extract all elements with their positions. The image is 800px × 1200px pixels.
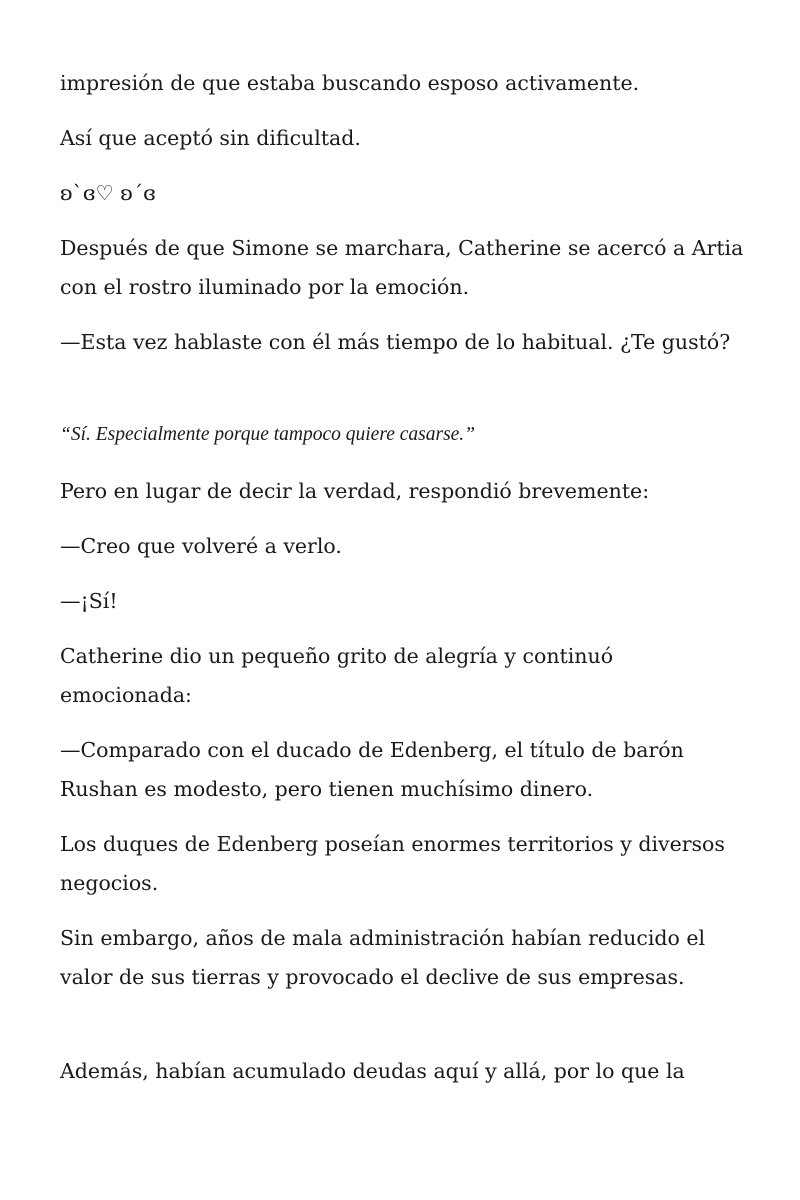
paragraph-7: —¡Sí! (60, 589, 118, 613)
paragraph-4: —Esta vez hablaste con él más tiempo de lo habitual. ¿Te gustó? (60, 330, 731, 354)
paragraph-2: Así que aceptó sin dificultad. (60, 126, 361, 150)
scene-break-ornament: ʚ`ɞ♡ ʚ´ɞ (60, 181, 156, 205)
paragraph-11: Sin embargo, años de mala administración habían reducido el valor de sus tierras y provocado el declive de sus empresas. (60, 926, 706, 989)
paragraph-9: —Comparado con el ducado de Edenberg, el título de barón Rushan es modesto, pero tienen muchísimo dinero. (60, 738, 684, 801)
paragraph-1: impresión de que estaba buscando esposo activamente. (60, 71, 640, 95)
paragraph-5: Pero en lugar de decir la verdad, respondió brevemente: (60, 479, 650, 503)
paragraph-10: Los duques de Edenberg poseían enormes territorios y diversos negocios. (60, 832, 725, 895)
paragraph-6: —Creo que volveré a verlo. (60, 534, 342, 558)
paragraph-3: Después de que Simone se marchara, Catherine se acercó a Artia con el rostro iluminado por la emoción. (60, 236, 744, 299)
inner-thought: “Sí. Especialmente porque tampoco quiere casarse.” (60, 424, 476, 445)
paragraph-12: Además, habían acumulado deudas aquí y allá, por lo que la (60, 1059, 685, 1083)
paragraph-8: Catherine dio un pequeño grito de alegría y continuó emocionada: (60, 644, 614, 707)
